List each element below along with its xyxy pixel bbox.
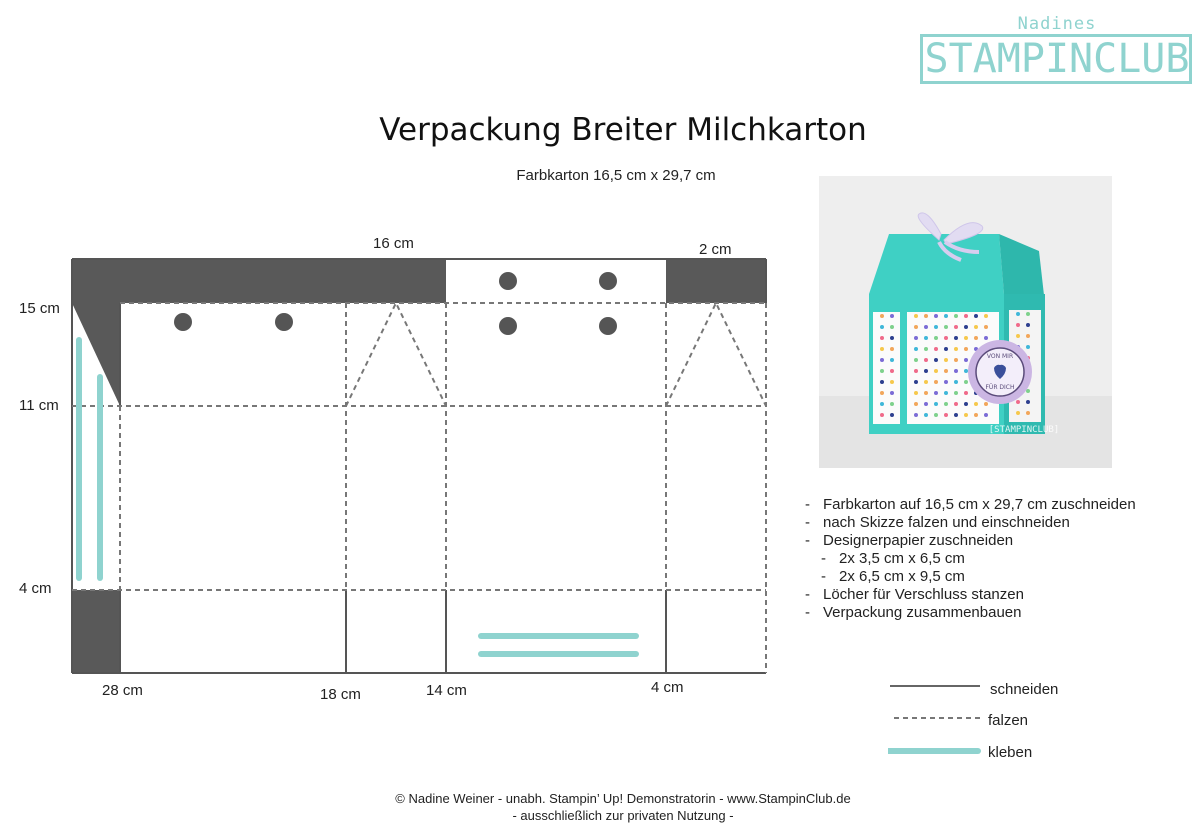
dim-2cm: 2 cm [699,241,732,258]
legend-swatches [888,676,988,776]
confetti-dot [1026,323,1030,327]
legend-glue-label: kleben [988,744,1033,761]
confetti-dot [1016,400,1020,404]
dim-14cm: 14 cm [426,682,467,699]
instruction-item [805,496,1200,514]
glue-marks [79,340,636,654]
confetti-dot [944,402,948,406]
confetti-dot [974,402,978,406]
confetti-dot [934,325,938,329]
confetti-dot [924,380,928,384]
confetti-dot [954,325,958,329]
confetti-dot [890,413,894,417]
confetti-dot [924,391,928,395]
confetti-dot [1016,312,1020,316]
confetti-dot [1016,334,1020,338]
instruction-item [805,532,1200,550]
confetti-dot [1016,323,1020,327]
confetti-dot [964,347,968,351]
confetti-dot [944,358,948,362]
top-flap-left-fill [72,259,446,303]
confetti-dot [934,347,938,351]
dim-16cm: 16 cm [373,235,414,252]
confetti-dot [890,402,894,406]
confetti-dot [914,380,918,384]
confetti-dot [890,380,894,384]
confetti-dot [924,314,928,318]
confetti-dot [934,369,938,373]
confetti-dot [964,369,968,373]
footer [200,790,1046,824]
confetti-dot [954,380,958,384]
confetti-dot [914,369,918,373]
confetti-dot [924,413,928,417]
confetti-dot [954,402,958,406]
confetti-dot [1026,400,1030,404]
paper-size-subtitle: Farbkarton 16,5 cm x 29,7 cm [516,167,716,184]
bottom-corner-fill [72,590,120,673]
footer-copyright: © Nadine Weiner - unabh. Stampin’ Up! Demonstratorin - www.StampinClub.de [395,791,851,806]
confetti-dot [880,369,884,373]
instruction-text: 2x 3,5 cm x 6,5 cm [839,550,965,567]
confetti-dot [914,325,918,329]
confetti-dot [914,358,918,362]
page-title: Verpackung Breiter Milchkarton [379,112,867,148]
confetti-dot [964,325,968,329]
confetti-dot [890,358,894,362]
bullet-dash: - [805,586,810,603]
confetti-dot [914,402,918,406]
confetti-dot [924,336,928,340]
logo-big-text: STAMPINCLUB [924,36,1190,82]
footer-notice: - ausschließlich zur privaten Nutzung - [512,808,734,823]
confetti-dot [880,314,884,318]
confetti-dot [944,369,948,373]
dim-15cm: 15 cm [19,300,60,317]
confetti-dot [880,380,884,384]
dim-18cm: 18 cm [320,686,361,703]
confetti-dot [984,336,988,340]
confetti-dot [944,413,948,417]
confetti-dot [924,402,928,406]
confetti-dot [954,314,958,318]
instruction-item [805,586,1200,604]
dim-28cm: 28 cm [102,682,143,699]
fold-lines [72,303,766,673]
confetti-dot [890,347,894,351]
confetti-dot [924,347,928,351]
bullet-dash: - [805,514,810,531]
confetti-dot [890,314,894,318]
instruction-subitem [805,550,1200,568]
logo-small-text: Nadines [1017,14,1097,34]
instructions-list [805,496,1200,622]
bullet-dash: - [805,496,810,513]
confetti-dot [954,369,958,373]
bullet-dash: - [821,550,826,567]
instruction-text: Verpackung zusammenbauen [823,604,1022,621]
confetti-dot [944,391,948,395]
instruction-text: Löcher für Verschluss stanzen [823,586,1024,603]
confetti-dot [914,347,918,351]
confetti-dot [984,325,988,329]
confetti-dot [924,325,928,329]
bullet-dash: - [805,532,810,549]
confetti-dot [964,402,968,406]
confetti-dot [964,314,968,318]
confetti-dot [1026,411,1030,415]
confetti-dot [934,413,938,417]
product-photo [819,176,1112,468]
instruction-item [805,604,1200,622]
confetti-dot [934,314,938,318]
confetti-dot [974,413,978,417]
confetti-dot [954,336,958,340]
dim-4cm-left: 4 cm [19,580,52,597]
instruction-text: Designerpapier zuschneiden [823,532,1014,549]
confetti-dot [890,336,894,340]
photo-watermark: [STAMPINCLUB] [988,425,1060,435]
bullet-dash: - [805,604,810,621]
confetti-dot [974,314,978,318]
confetti-dot [934,402,938,406]
confetti-dot [984,402,988,406]
instruction-text: nach Skizze falzen und einschneiden [823,514,1070,531]
confetti-dot [880,336,884,340]
confetti-dot [964,358,968,362]
confetti-dot [964,391,968,395]
confetti-dot [934,336,938,340]
confetti-dot [1026,334,1030,338]
confetti-dot [944,380,948,384]
confetti-dot [880,413,884,417]
confetti-dot [914,314,918,318]
instruction-text: Farbkarton auf 16,5 cm x 29,7 cm zuschneiden [823,496,1136,513]
confetti-dot [924,358,928,362]
confetti-dot [1026,345,1030,349]
confetti-dot [934,380,938,384]
confetti-dot [954,358,958,362]
confetti-dot [924,369,928,373]
stampinclub-logo [918,14,1196,86]
confetti-dot [974,336,978,340]
dim-11cm: 11 cm [19,397,59,414]
top-flap-right-fill [666,259,766,303]
confetti-dot [934,358,938,362]
confetti-dot [880,358,884,362]
confetti-dot [880,347,884,351]
confetti-dot [964,336,968,340]
confetti-dot [954,347,958,351]
confetti-dot [890,391,894,395]
confetti-dot [944,347,948,351]
confetti-dot [944,336,948,340]
confetti-dot [890,325,894,329]
confetti-dot [914,413,918,417]
confetti-dot [914,391,918,395]
confetti-dot [964,413,968,417]
instruction-item [805,514,1200,532]
legend-fold-label: falzen [988,712,1029,729]
bullet-dash: - [821,568,826,585]
confetti-dot [880,325,884,329]
confetti-dot [914,336,918,340]
stamp-text-top: VON MIR [986,353,1014,360]
confetti-dot [880,402,884,406]
instruction-text: 2x 6,5 cm x 9,5 cm [839,568,965,585]
confetti-dot [944,325,948,329]
stamp-text-bottom: FÜR DICH [985,384,1015,391]
confetti-dot [984,314,988,318]
confetti-dot [890,369,894,373]
confetti-dot [954,413,958,417]
confetti-dot [984,413,988,417]
confetti-dot [944,314,948,318]
legend [888,676,1188,776]
confetti-dot [954,391,958,395]
dim-4cm-bottom: 4 cm [651,679,684,696]
legend-cut-label: schneiden [990,681,1059,698]
confetti-dot [974,325,978,329]
confetti-dot [934,391,938,395]
confetti-dot [1016,411,1020,415]
instruction-subitem [805,568,1200,586]
confetti-dot [880,391,884,395]
confetti-dot [964,380,968,384]
confetti-dot [1026,312,1030,316]
